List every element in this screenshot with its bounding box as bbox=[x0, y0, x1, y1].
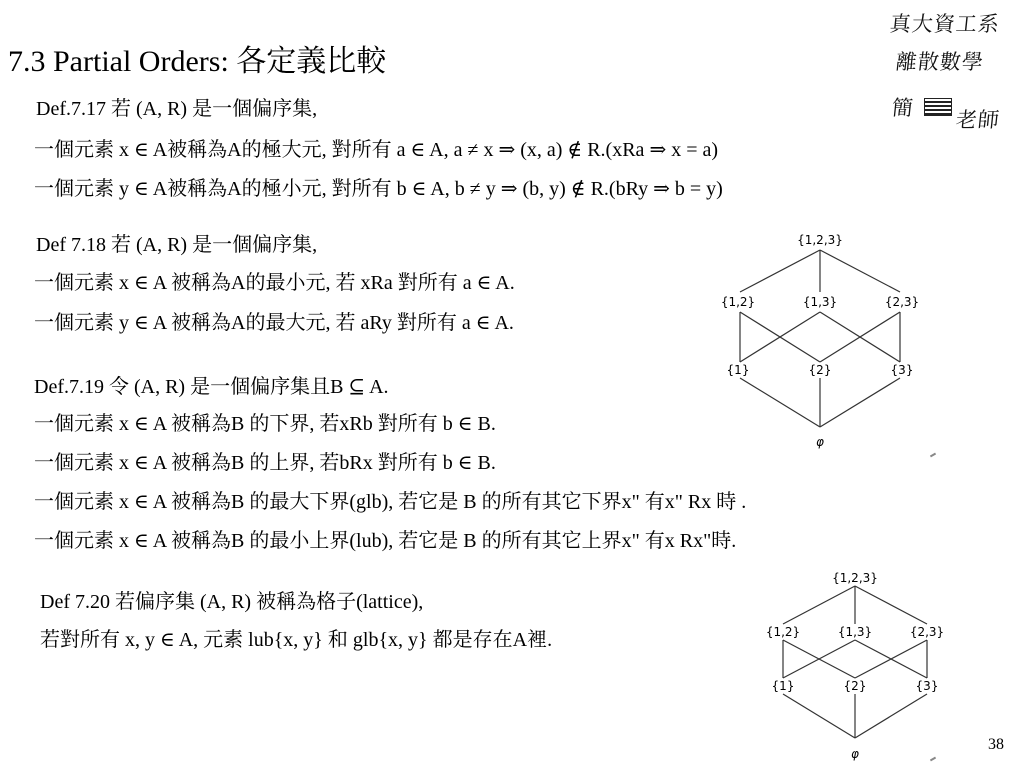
def720-line1: Def 7.20 若偏序集 (A, R) 被稱為格子(lattice), bbox=[40, 591, 424, 613]
def719-line4: 一個元素 x ∈ A 被稱為B 的最大下界(glb), 若它是 B 的所有其它下界x" 有x" Rx 時 . bbox=[34, 491, 747, 513]
def718-line3: 一個元素 y ∈ A 被稱為A的最大元, 若 aRy 對所有 a ∈ A. bbox=[34, 312, 514, 334]
d2-mid-node: {2,3} bbox=[909, 625, 945, 639]
hasse-diagram-2 bbox=[735, 566, 975, 766]
def719-line1: Def.7.19 令 (A, R) 是一個偏序集且B ⊆ A. bbox=[34, 376, 389, 398]
signature-line-4: 老師 bbox=[954, 108, 1002, 132]
page-number: 38 bbox=[988, 736, 1004, 753]
hasse-diagram-1 bbox=[700, 222, 950, 462]
d2-mid-node: {1,2} bbox=[765, 625, 801, 639]
d1-mid-node: {2,3} bbox=[884, 295, 920, 309]
def717-line3: 一個元素 y ∈ A被稱為A的極小元, 對所有 b ∈ A, b ≠ y ⇒ (b, y) ∉ R.(bRy ⇒ b = y) bbox=[34, 178, 723, 200]
d2-mid-node: {1,3} bbox=[837, 625, 873, 639]
def719-line5: 一個元素 x ∈ A 被稱為B 的最小上界(lub), 若它是 B 的所有其它上界x" 有x Rx"時. bbox=[34, 530, 737, 552]
d2-top-node: {1,2,3} bbox=[832, 571, 878, 585]
def717-line1: Def.7.17 若 (A, R) 是一個偏序集, bbox=[36, 98, 318, 120]
def718-line1: Def 7.18 若 (A, R) 是一個偏序集, bbox=[36, 234, 318, 256]
d1-mid-node: {1,2} bbox=[720, 295, 756, 309]
def718-line2: 一個元素 x ∈ A 被稱為A的最小元, 若 xRa 對所有 a ∈ A. bbox=[34, 272, 515, 294]
signature-block-icon bbox=[924, 98, 952, 116]
signature-line-1: 真大資工系 bbox=[888, 12, 1002, 36]
handwritten-signature bbox=[890, 8, 1012, 143]
d2-low-node: {3} bbox=[915, 679, 939, 693]
d1-low-node: {1} bbox=[726, 363, 750, 377]
def719-line3: 一個元素 x ∈ A 被稱為B 的上界, 若bRx 對所有 b ∈ B. bbox=[34, 452, 496, 474]
d1-mid-node: {1,3} bbox=[802, 295, 838, 309]
d1-bottom-node: φ bbox=[816, 435, 824, 449]
def720-line2: 若對所有 x, y ∈ A, 元素 lub{x, y} 和 glb{x, y} 都是存在A裡. bbox=[40, 629, 553, 651]
def719-line2: 一個元素 x ∈ A 被稱為B 的下界, 若xRb 對所有 b ∈ B. bbox=[34, 413, 496, 435]
d1-top-node: {1,2,3} bbox=[797, 233, 843, 247]
d1-low-node: {3} bbox=[890, 363, 914, 377]
signature-line-2: 離散數學 bbox=[894, 50, 986, 74]
def717-line2: 一個元素 x ∈ A被稱為A的極大元, 對所有 a ∈ A, a ≠ x ⇒ (x, a) ∉ R.(xRa ⇒ x = a) bbox=[34, 139, 719, 161]
d2-low-node: {2} bbox=[843, 679, 867, 693]
d2-bottom-node: φ bbox=[851, 747, 859, 761]
d2-low-node: {1} bbox=[771, 679, 795, 693]
d1-low-node: {2} bbox=[808, 363, 832, 377]
page-title: 7.3 Partial Orders: 各定義比較 bbox=[8, 45, 387, 78]
signature-line-3: 簡 bbox=[890, 96, 916, 120]
